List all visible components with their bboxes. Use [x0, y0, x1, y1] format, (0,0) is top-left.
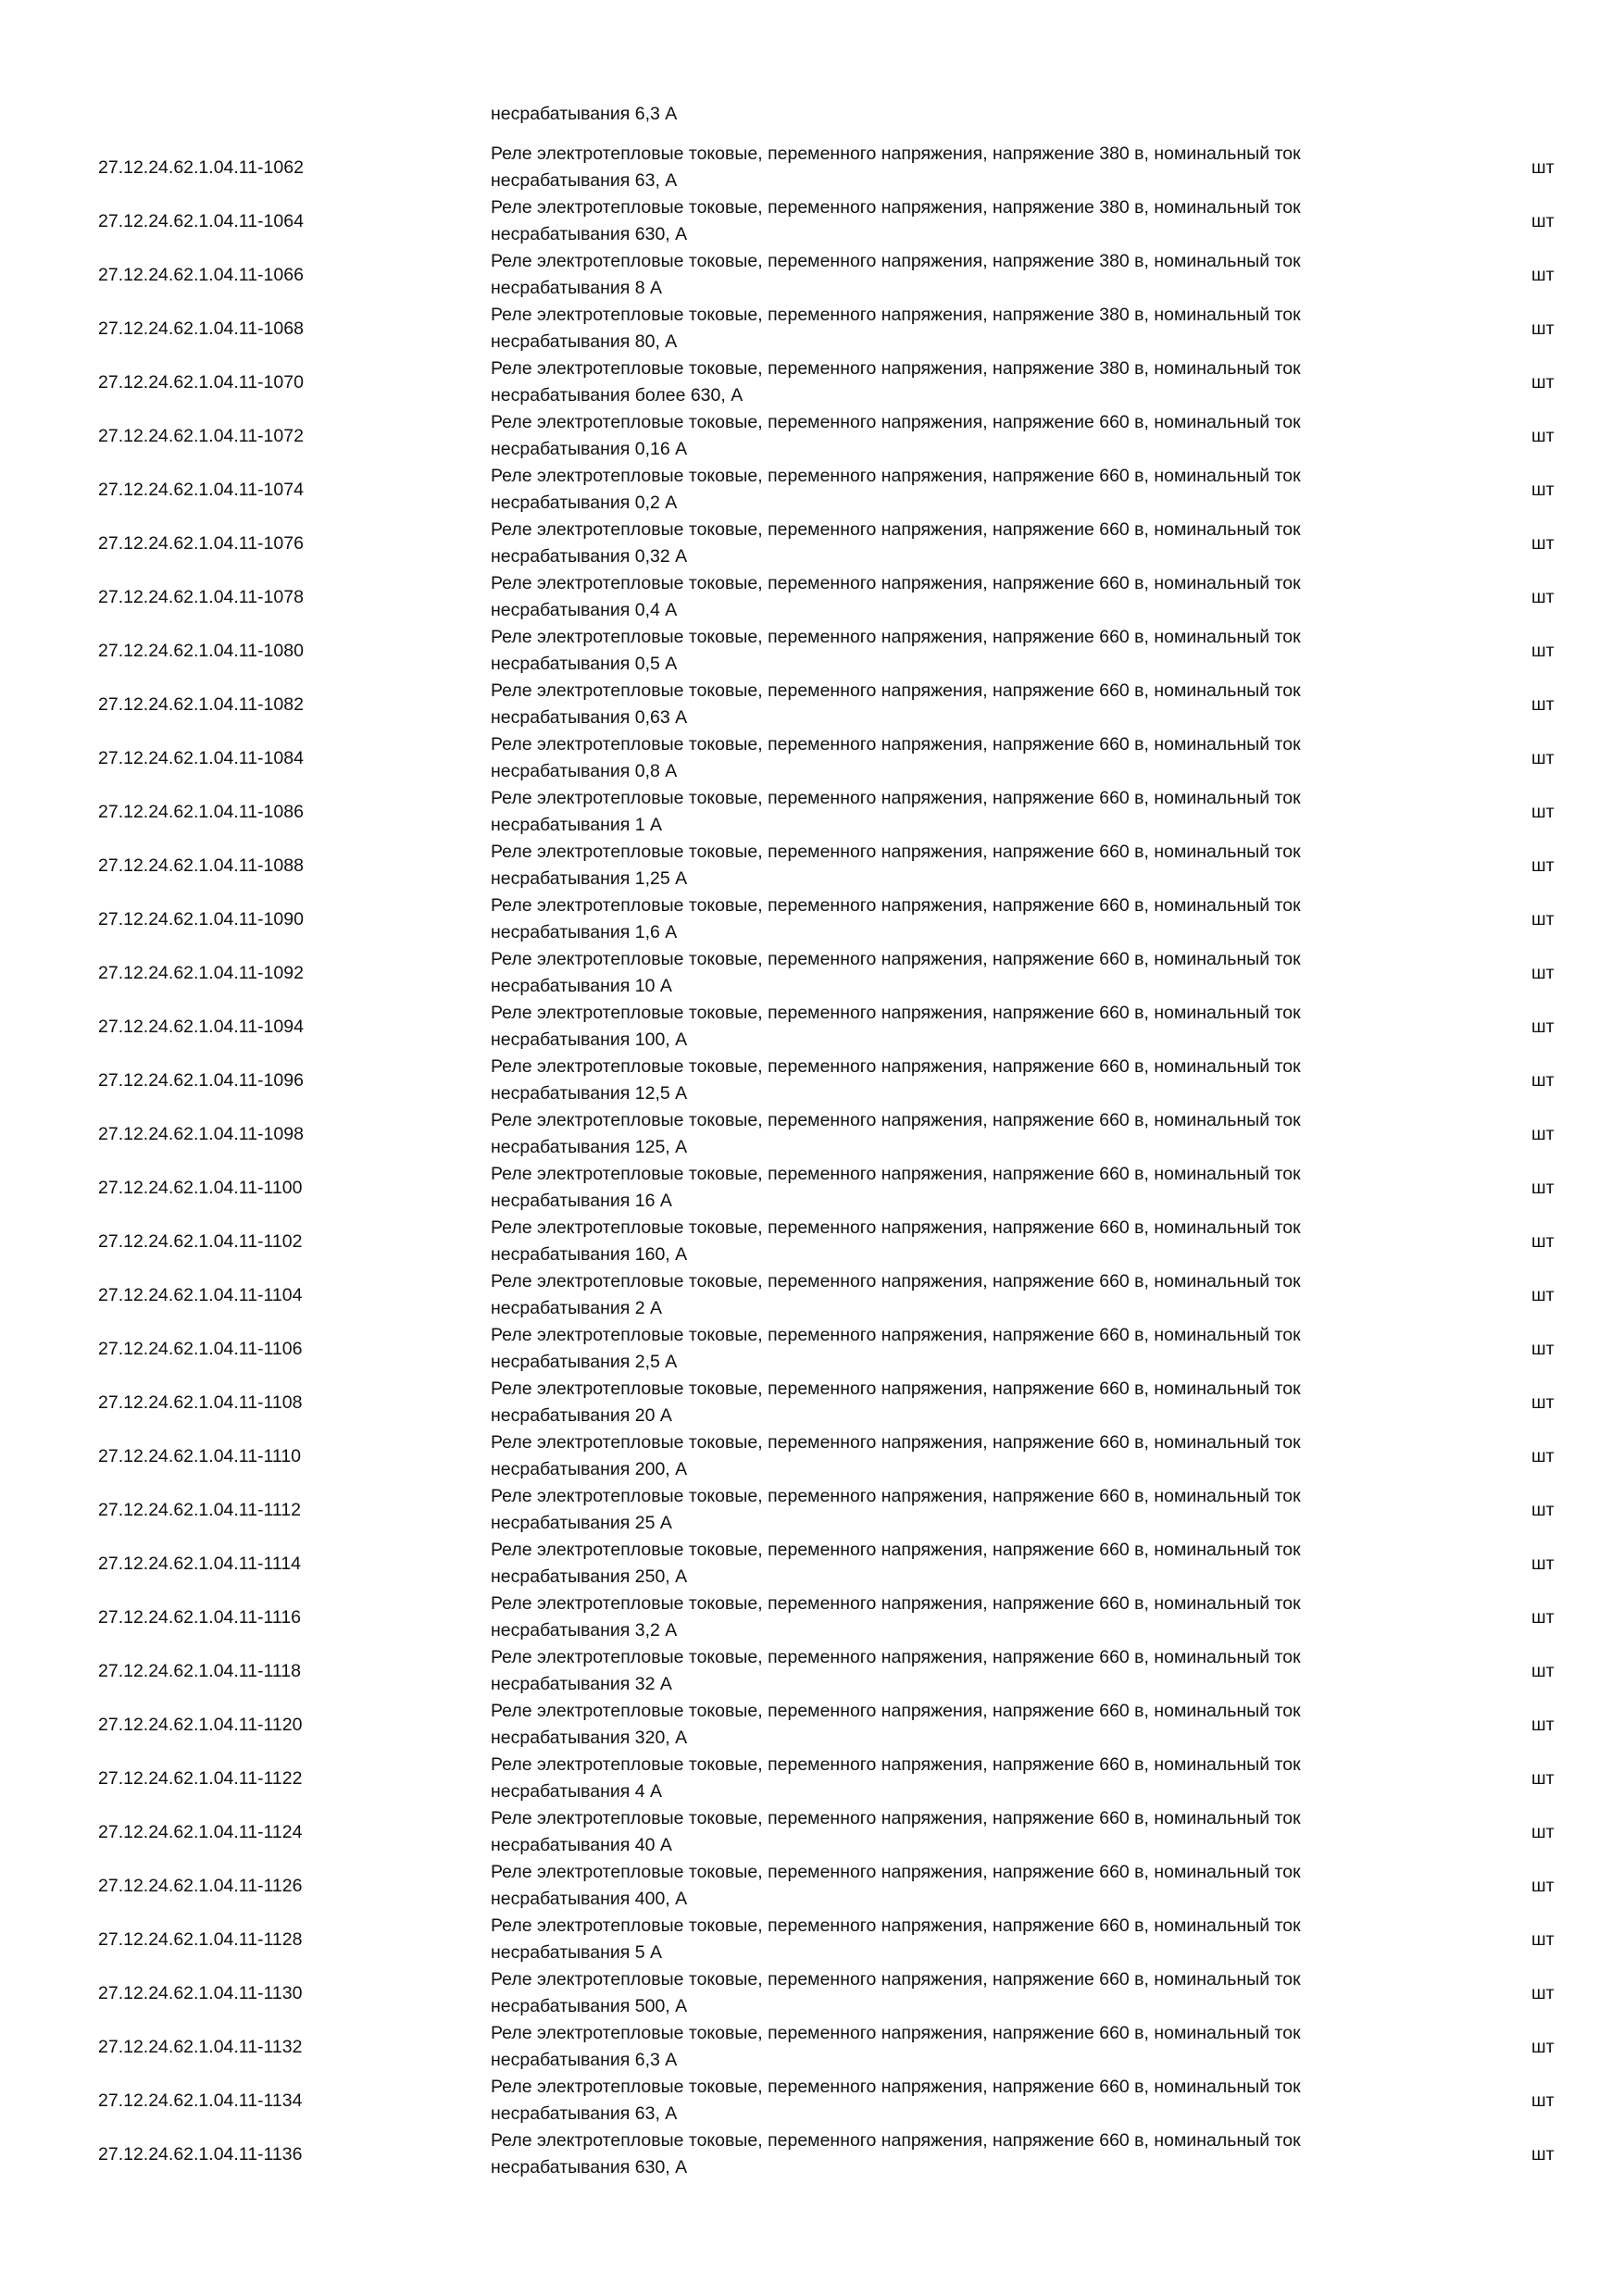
item-unit: шт	[1531, 426, 1555, 446]
item-code: 27.12.24.62.1.04.11-1084	[98, 748, 304, 768]
description-line-2: несрабатывания 5 А	[491, 1941, 663, 1963]
description-line-1: Реле электротепловые токовые, переменного напряжения, напряжение 380 в, номинальный ток	[491, 197, 1301, 218]
item-description	[491, 1591, 1417, 1643]
description-line-1: Реле электротепловые токовые, переменного напряжения, напряжение 660 в, номинальный ток	[491, 1003, 1301, 1023]
item-unit: шт	[1531, 748, 1555, 768]
item-unit: шт	[1531, 1607, 1555, 1628]
item-code: 27.12.24.62.1.04.11-1080	[98, 641, 304, 661]
item-description	[491, 141, 1417, 193]
item-unit: шт	[1531, 1446, 1555, 1466]
table-row	[0, 356, 1624, 409]
description-line-2: несрабатывания 0,8 А	[491, 760, 678, 781]
item-code: 27.12.24.62.1.04.11-1114	[98, 1554, 302, 1574]
item-description	[491, 1268, 1417, 1321]
item-code: 27.12.24.62.1.04.11-1082	[98, 694, 304, 715]
description-line-2: несрабатывания 1 А	[491, 814, 663, 835]
item-description	[491, 1215, 1417, 1267]
description-line-2: несрабатывания 200, А	[491, 1458, 688, 1479]
table-row	[0, 302, 1624, 356]
item-code: 27.12.24.62.1.04.11-1116	[98, 1607, 302, 1628]
description-line-1: Реле электротепловые токовые, переменного напряжения, напряжение 660 в, номинальный ток	[491, 734, 1301, 755]
item-unit: шт	[1531, 1500, 1555, 1520]
description-line-2: несрабатывания 2,5 А	[491, 1351, 678, 1372]
description-line-1: Реле электротепловые токовые, переменного напряжения, напряжение 660 в, номинальный ток	[491, 1486, 1301, 1506]
item-description	[491, 1161, 1417, 1214]
table-row	[0, 1644, 1624, 1698]
item-code: 27.12.24.62.1.04.11-1130	[98, 1983, 303, 2003]
description-line-2: несрабатывания 20 А	[491, 1404, 672, 1426]
table-row	[0, 731, 1624, 785]
item-description	[491, 409, 1417, 462]
description-line-2: несрабатывания 4 А	[491, 1780, 663, 1802]
item-code: 27.12.24.62.1.04.11-1136	[98, 2144, 303, 2165]
description-line-2: несрабатывания 1,25 А	[491, 867, 688, 889]
item-code: 27.12.24.62.1.04.11-1128	[98, 1929, 303, 1950]
description-line-1: Реле электротепловые токовые, переменного напряжения, напряжение 380 в, номинальный ток	[491, 305, 1301, 325]
table-row	[0, 141, 1624, 194]
item-code: 27.12.24.62.1.04.11-1132	[98, 2037, 303, 2057]
item-code: 27.12.24.62.1.04.11-1098	[98, 1124, 304, 1144]
item-description	[491, 839, 1417, 892]
table-row	[0, 1752, 1624, 1805]
table-row	[0, 1591, 1624, 1644]
item-code: 27.12.24.62.1.04.11-1106	[98, 1339, 303, 1359]
item-code: 27.12.24.62.1.04.11-1104	[98, 1285, 303, 1305]
table-row	[0, 1215, 1624, 1268]
item-description	[491, 1698, 1417, 1751]
item-description	[491, 678, 1417, 730]
item-description	[491, 731, 1417, 784]
description-line-1: Реле электротепловые токовые, переменного напряжения, напряжение 660 в, номинальный ток	[491, 680, 1301, 701]
item-code: 27.12.24.62.1.04.11-1110	[98, 1446, 302, 1466]
description-line-2: несрабатывания 0,2 А	[491, 492, 678, 513]
item-code: 27.12.24.62.1.04.11-1078	[98, 587, 304, 607]
item-unit: шт	[1531, 963, 1555, 983]
item-description	[491, 1054, 1417, 1106]
table-row	[0, 2074, 1624, 2128]
description-line-2: несрабатывания 0,5 А	[491, 653, 678, 674]
description-line-2: несрабатывания 16 А	[491, 1190, 672, 1211]
table-row	[0, 248, 1624, 302]
description-line-1: Реле электротепловые токовые, переменного напряжения, напряжение 660 в, номинальный ток	[491, 1271, 1301, 1292]
item-unit: шт	[1531, 265, 1555, 285]
item-description	[491, 194, 1417, 247]
item-description	[491, 570, 1417, 623]
item-description	[491, 1966, 1417, 2019]
description-line-2: несрабатывания 80, А	[491, 331, 678, 352]
item-unit: шт	[1531, 1070, 1555, 1091]
item-description	[491, 1483, 1417, 1536]
item-description	[491, 1429, 1417, 1482]
item-description	[491, 2020, 1417, 2073]
item-description	[491, 946, 1417, 999]
item-unit: шт	[1531, 1339, 1555, 1359]
item-unit: шт	[1531, 2144, 1555, 2165]
item-code: 27.12.24.62.1.04.11-1068	[98, 318, 304, 339]
item-unit: шт	[1531, 587, 1555, 607]
description-line-2: несрабатывания 0,63 А	[491, 706, 688, 728]
classifier-table	[0, 141, 1624, 2181]
description-line-2: несрабатывания 250, А	[491, 1566, 688, 1587]
item-unit: шт	[1531, 1178, 1555, 1198]
item-unit: шт	[1531, 1124, 1555, 1144]
item-unit: шт	[1531, 1554, 1555, 1574]
table-row	[0, 1107, 1624, 1161]
item-description	[491, 1805, 1417, 1858]
description-line-1: Реле электротепловые токовые, переменного напряжения, напряжение 660 в, номинальный ток	[491, 2130, 1301, 2151]
description-line-1: Реле электротепловые токовые, переменного напряжения, напряжение 660 в, номинальный ток	[491, 1862, 1301, 1882]
description-line-1: Реле электротепловые токовые, переменного напряжения, напряжение 660 в, номинальный ток	[491, 1379, 1301, 1399]
item-description	[491, 1376, 1417, 1429]
item-description	[491, 2074, 1417, 2127]
item-unit: шт	[1531, 480, 1555, 500]
description-line-1: Реле электротепловые токовые, переменного напряжения, напряжение 660 в, номинальный ток	[491, 949, 1301, 969]
item-description	[491, 356, 1417, 408]
item-description	[491, 248, 1417, 301]
description-line-2: несрабатывания более 630, А	[491, 384, 743, 406]
item-code: 27.12.24.62.1.04.11-1126	[98, 1876, 303, 1896]
description-line-2: несрабатывания 63, А	[491, 2103, 678, 2124]
item-unit: шт	[1531, 1285, 1555, 1305]
item-description	[491, 892, 1417, 945]
description-line-2: несрабатывания 0,16 А	[491, 438, 688, 459]
table-row	[0, 946, 1624, 1000]
item-unit: шт	[1531, 157, 1555, 178]
item-description	[491, 1913, 1417, 1965]
item-unit: шт	[1531, 802, 1555, 822]
item-unit: шт	[1531, 855, 1555, 876]
description-line-2: несрабатывания 12,5 А	[491, 1082, 688, 1104]
item-description	[491, 302, 1417, 355]
item-description	[491, 785, 1417, 838]
item-unit: шт	[1531, 318, 1555, 339]
description-line-1: Реле электротепловые токовые, переменного напряжения, напряжение 660 в, номинальный ток	[491, 1056, 1301, 1077]
description-line-2: несрабатывания 0,32 А	[491, 545, 688, 567]
description-line-2: несрабатывания 10 А	[491, 975, 672, 996]
description-line-1: Реле электротепловые токовые, переменного напряжения, напряжение 660 в, номинальный ток	[491, 1110, 1301, 1130]
item-code: 27.12.24.62.1.04.11-1134	[98, 2090, 303, 2111]
item-description	[491, 624, 1417, 677]
item-unit: шт	[1531, 641, 1555, 661]
item-description	[491, 1644, 1417, 1697]
description-line-1: Реле электротепловые токовые, переменного напряжения, напряжение 660 в, номинальный ток	[491, 573, 1301, 593]
description-line-1: Реле электротепловые токовые, переменного напряжения, напряжение 660 в, номинальный ток	[491, 1164, 1301, 1184]
description-line-1: Реле электротепловые токовые, переменного напряжения, напряжение 660 в, номинальный ток	[491, 788, 1301, 808]
item-description	[491, 1107, 1417, 1160]
item-description	[491, 1000, 1417, 1053]
table-row	[0, 1322, 1624, 1376]
table-row	[0, 463, 1624, 517]
table-row	[0, 1000, 1624, 1054]
item-code: 27.12.24.62.1.04.11-1092	[98, 963, 304, 983]
item-unit: шт	[1531, 1017, 1555, 1037]
item-code: 27.12.24.62.1.04.11-1064	[98, 211, 304, 231]
description-line-1: Реле электротепловые токовые, переменного напряжения, напряжение 380 в, номинальный ток	[491, 144, 1301, 164]
item-code: 27.12.24.62.1.04.11-1072	[98, 426, 304, 446]
item-code: 27.12.24.62.1.04.11-1086	[98, 802, 304, 822]
item-unit: шт	[1531, 211, 1555, 231]
item-unit: шт	[1531, 372, 1555, 393]
description-line-1: Реле электротепловые токовые, переменного напряжения, напряжение 660 в, номинальный ток	[491, 627, 1301, 647]
table-row	[0, 1376, 1624, 1429]
table-row	[0, 1913, 1624, 1966]
item-unit: шт	[1531, 1231, 1555, 1252]
description-line-1: Реле электротепловые токовые, переменного напряжения, напряжение 660 в, номинальный ток	[491, 1593, 1301, 1614]
description-line-1: Реле электротепловые токовые, переменного напряжения, напряжение 660 в, номинальный ток	[491, 2023, 1301, 2043]
item-unit: шт	[1531, 1983, 1555, 2003]
item-unit: шт	[1531, 2090, 1555, 2111]
item-code: 27.12.24.62.1.04.11-1096	[98, 1070, 304, 1091]
item-code: 27.12.24.62.1.04.11-1094	[98, 1017, 304, 1037]
table-row	[0, 1054, 1624, 1107]
item-code: 27.12.24.62.1.04.11-1090	[98, 909, 304, 930]
description-line-2: несрабатывания 0,4 А	[491, 599, 678, 620]
description-line-1: Реле электротепловые токовые, переменного напряжения, напряжение 660 в, номинальный ток	[491, 1915, 1301, 1936]
item-unit: шт	[1531, 1715, 1555, 1735]
description-line-2: несрабатывания 63, А	[491, 169, 678, 191]
item-description	[491, 463, 1417, 516]
description-line-1: Реле электротепловые токовые, переменного напряжения, напряжение 660 в, номинальный ток	[491, 412, 1301, 432]
description-line-1: Реле электротепловые токовые, переменного напряжения, напряжение 660 в, номинальный ток	[491, 1969, 1301, 1990]
description-line-2: несрабатывания 100, А	[491, 1029, 688, 1050]
table-row	[0, 624, 1624, 678]
table-row	[0, 892, 1624, 946]
item-unit: шт	[1531, 694, 1555, 715]
continuation-line: несрабатывания 6,3 А	[491, 104, 678, 124]
item-code: 27.12.24.62.1.04.11-1120	[98, 1715, 303, 1735]
item-unit: шт	[1531, 1392, 1555, 1413]
item-code: 27.12.24.62.1.04.11-1118	[98, 1661, 302, 1681]
item-code: 27.12.24.62.1.04.11-1112	[98, 1500, 302, 1520]
item-unit: шт	[1531, 533, 1555, 554]
item-code: 27.12.24.62.1.04.11-1070	[98, 372, 304, 393]
description-line-2: несрабатывания 6,3 А	[491, 2049, 678, 2070]
description-line-1: Реле электротепловые токовые, переменного напряжения, напряжение 660 в, номинальный ток	[491, 466, 1301, 486]
description-line-2: несрабатывания 320, А	[491, 1727, 688, 1748]
description-line-1: Реле электротепловые токовые, переменного напряжения, напряжение 660 в, номинальный ток	[491, 842, 1301, 862]
item-code: 27.12.24.62.1.04.11-1122	[98, 1768, 303, 1789]
description-line-2: несрабатывания 500, А	[491, 1995, 688, 2016]
description-line-1: Реле электротепловые токовые, переменного напряжения, напряжение 660 в, номинальный ток	[491, 1701, 1301, 1721]
item-description	[491, 2128, 1417, 2180]
item-code: 27.12.24.62.1.04.11-1066	[98, 265, 304, 285]
description-line-1: Реле электротепловые токовые, переменного напряжения, напряжение 660 в, номинальный ток	[491, 1754, 1301, 1775]
description-line-2: несрабатывания 3,2 А	[491, 1619, 678, 1641]
item-code: 27.12.24.62.1.04.11-1074	[98, 480, 304, 500]
description-line-1: Реле электротепловые токовые, переменного напряжения, напряжение 660 в, номинальный ток	[491, 1325, 1301, 1345]
item-code: 27.12.24.62.1.04.11-1088	[98, 855, 304, 876]
description-line-1: Реле электротепловые токовые, переменного напряжения, напряжение 660 в, номинальный ток	[491, 1217, 1301, 1238]
table-row	[0, 1429, 1624, 1483]
item-code: 27.12.24.62.1.04.11-1076	[98, 533, 304, 554]
description-line-1: Реле электротепловые токовые, переменного напряжения, напряжение 660 в, номинальный ток	[491, 1432, 1301, 1453]
item-code: 27.12.24.62.1.04.11-1100	[98, 1178, 303, 1198]
item-description	[491, 1322, 1417, 1375]
description-line-2: несрабатывания 630, А	[491, 223, 688, 244]
item-unit: шт	[1531, 2037, 1555, 2057]
item-unit: шт	[1531, 1929, 1555, 1950]
item-description	[491, 1859, 1417, 1912]
description-line-2: несрабатывания 2 А	[491, 1297, 663, 1318]
table-row	[0, 1698, 1624, 1752]
item-description	[491, 1537, 1417, 1590]
description-line-2: несрабатывания 1,6 А	[491, 921, 678, 942]
table-row	[0, 570, 1624, 624]
table-row	[0, 1268, 1624, 1322]
table-row	[0, 678, 1624, 731]
item-description	[491, 517, 1417, 569]
description-line-2: несрабатывания 125, А	[491, 1136, 688, 1157]
item-code: 27.12.24.62.1.04.11-1124	[98, 1822, 303, 1842]
table-row	[0, 1805, 1624, 1859]
item-unit: шт	[1531, 1876, 1555, 1896]
description-line-2: несрабатывания 25 А	[491, 1512, 672, 1533]
item-code: 27.12.24.62.1.04.11-1102	[98, 1231, 303, 1252]
table-row	[0, 2020, 1624, 2074]
table-row	[0, 1483, 1624, 1537]
description-line-1: Реле электротепловые токовые, переменного напряжения, напряжение 660 в, номинальный ток	[491, 1808, 1301, 1828]
item-unit: шт	[1531, 1822, 1555, 1842]
table-row	[0, 1966, 1624, 2020]
description-line-1: Реле электротепловые токовые, переменного напряжения, напряжение 380 в, номинальный ток	[491, 251, 1301, 271]
description-line-2: несрабатывания 400, А	[491, 1888, 688, 1909]
table-row	[0, 409, 1624, 463]
item-unit: шт	[1531, 1768, 1555, 1789]
table-row	[0, 839, 1624, 892]
item-unit: шт	[1531, 909, 1555, 930]
item-code: 27.12.24.62.1.04.11-1062	[98, 157, 304, 178]
table-row	[0, 1537, 1624, 1591]
item-description	[491, 1752, 1417, 1804]
table-row	[0, 2128, 1624, 2181]
item-code: 27.12.24.62.1.04.11-1108	[98, 1392, 303, 1413]
description-line-1: Реле электротепловые токовые, переменного напряжения, напряжение 660 в, номинальный ток	[491, 2077, 1301, 2097]
description-line-1: Реле электротепловые токовые, переменного напряжения, напряжение 660 в, номинальный ток	[491, 895, 1301, 916]
description-line-2: несрабатывания 8 А	[491, 277, 663, 298]
description-line-2: несрабатывания 32 А	[491, 1673, 672, 1694]
description-line-2: несрабатывания 160, А	[491, 1243, 688, 1265]
table-row	[0, 194, 1624, 248]
description-line-1: Реле электротепловые токовые, переменного напряжения, напряжение 660 в, номинальный ток	[491, 1540, 1301, 1560]
description-line-2: несрабатывания 40 А	[491, 1834, 672, 1855]
table-row	[0, 1161, 1624, 1215]
table-row	[0, 785, 1624, 839]
table-row	[0, 1859, 1624, 1913]
description-line-1: Реле электротепловые токовые, переменного напряжения, напряжение 380 в, номинальный ток	[491, 358, 1301, 379]
item-unit: шт	[1531, 1661, 1555, 1681]
description-line-1: Реле электротепловые токовые, переменного напряжения, напряжение 660 в, номинальный ток	[491, 1647, 1301, 1667]
description-line-1: Реле электротепловые токовые, переменного напряжения, напряжение 660 в, номинальный ток	[491, 519, 1301, 540]
table-row	[0, 517, 1624, 570]
description-line-2: несрабатывания 630, А	[491, 2156, 688, 2177]
